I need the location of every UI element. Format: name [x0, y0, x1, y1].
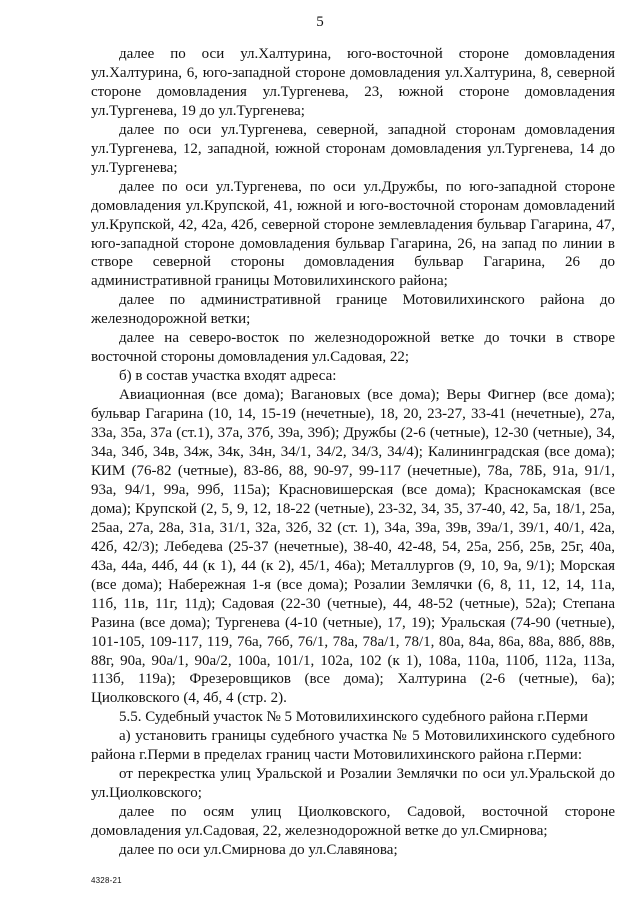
paragraph-section-5-5: 5.5. Судебный участок № 5 Мотовилихинского судебного района г.Перми	[119, 709, 588, 726]
paragraph-address-list: Авиационная (все дома); Вагановых (все дома); Веры Фигнер (все дома); бульвар Гагарина (10, 14, 15-19 (нечетные), 18, 20, 23-27, 33-41 (нечетные), 27а, 33а, 35а, 37а (ст.1), 37а, 37б, 39а, 39б); Дружбы (2-6 (четные), 12-30 (четные), 34, 34а, 34б, 34в, 34ж, 34к, 34н, 34/1, 34/2, 34/3, 34/4); Калининградская (все дома); КИМ (76-82 (четные), 83-86, 88, 90-97, 99-117 (нечетные), 78а, 78Б, 91а, 91/1, 93а, 94/1, 99а, 99б, 115а); Красновишерская (все дома); Краснокамская (все дома); Крупской (2, 5, 9, 12, 18-22 (четные), 23-32, 34, 35, 37-40, 42, 5а, 18/1, 25а, 25аа, 27а, 28а, 31а, 31/1, 32а, 32б, 32 (ст. 1), 34а, 39а, 39в, 39а/1, 39/1, 40/1, 42а, 42б, 42/3); Лебедева (25-37 (нечетные), 38-40, 42-48, 54, 25а, 25б, 25в, 25г, 40а, 43а, 44а, 44б, 44 (к 1), 44 (к 2), 45/1, 46а); Металлургов (9, 10, 9а, 9/1); Морская (все дома); Набережная 1-я (все дома); Розалии Землячки (6, 8, 11, 12, 14, 11а, 11б, 11в, 11г, 11д); Садовая (22-30 (четные), 44, 48-52 (четные), 52а); Степана Разина (все дома); Тургенева (4-10 (четные), 17, 19); Уральская (74-90 (четные), 101-105, 109-117, 119, 76а, 76б, 76/1, 78а, 78а/1, 78/1, 80а, 84а, 86а, 88а, 88б, 88в, 88г, 90а, 90а/1, 90а/2, 100а, 101/1, 102а, 102 (к 1), 108а, 110а, 110б, 112а, 113а, 113б, 119а); Фрезеровщиков (все дома); Халтурина (2-6 (четные), 6а); Циолковского (4, 4б, 4 (стр. 2).	[91, 387, 615, 707]
paragraph-smirnova-boundary: далее по оси ул.Смирнова до ул.Славянова;	[119, 842, 398, 859]
paragraph-khalturina-boundary: далее по оси ул.Халтурина, юго-восточной стороне домовладения ул.Халтурина, 6, юго-западной стороне домовладения ул.Халтурина, 8, северной стороне домовладения ул.Тургенева, 23, южной стороне домовладения ул.Тургенева, 19 до ул.Тургенева;	[91, 46, 615, 119]
paragraph-administrative-boundary: далее по административной границе Мотовилихинского района до железнодорожной ветки;	[91, 292, 615, 328]
paragraph-establish-boundaries: а) установить границы судебного участка № 5 Мотовилихинского судебного района г.Перми в пределах границ части Мотовилихинского района г.Перми:	[91, 728, 615, 764]
paragraph-turgeneva-boundary: далее по оси ул.Тургенева, северной, западной сторонам домовладения ул.Тургенева, 12, западной, южной сторонам домовладения ул.Тургенева, 14 до ул.Тургенева;	[91, 121, 615, 176]
document-body	[91, 45, 615, 860]
page-number: 5	[316, 14, 324, 30]
paragraph-railway-boundary: далее на северо-восток по железнодорожной ветке до точки в створе восточной стороны домовладения ул.Садовая, 22;	[91, 330, 615, 366]
paragraph-tsiolkovskogo-boundary: далее по осям улиц Циолковского, Садовой, восточной стороне домовладения ул.Садовая, 22, железнодорожной ветке до ул.Смирнова;	[91, 804, 615, 840]
document-code: 4328-21	[91, 876, 122, 885]
paragraph-druzhby-boundary: далее по оси ул.Тургенева, по оси ул.Дружбы, по юго-западной стороне домовладения ул.Крупской, 41, южной и юго-восточной сторонам домовладений ул.Крупской, 42, 42а, 42б, северной стороне землевладения бульвар Гагарина, 47, юго-западной стороне домовладения бульвар Гагарина, 26, на запад по линии в створе северной стороны домовладения бульвар Гагарина, 26 до административной границы Мотовилихинского района;	[91, 178, 615, 290]
paragraph-uralskaya-boundary: от перекрестка улиц Уральской и Розалии Землячки по оси ул.Уральской до ул.Циолковского;	[91, 766, 615, 802]
paragraph-addresses-heading: б) в состав участка входят адреса:	[119, 368, 337, 385]
